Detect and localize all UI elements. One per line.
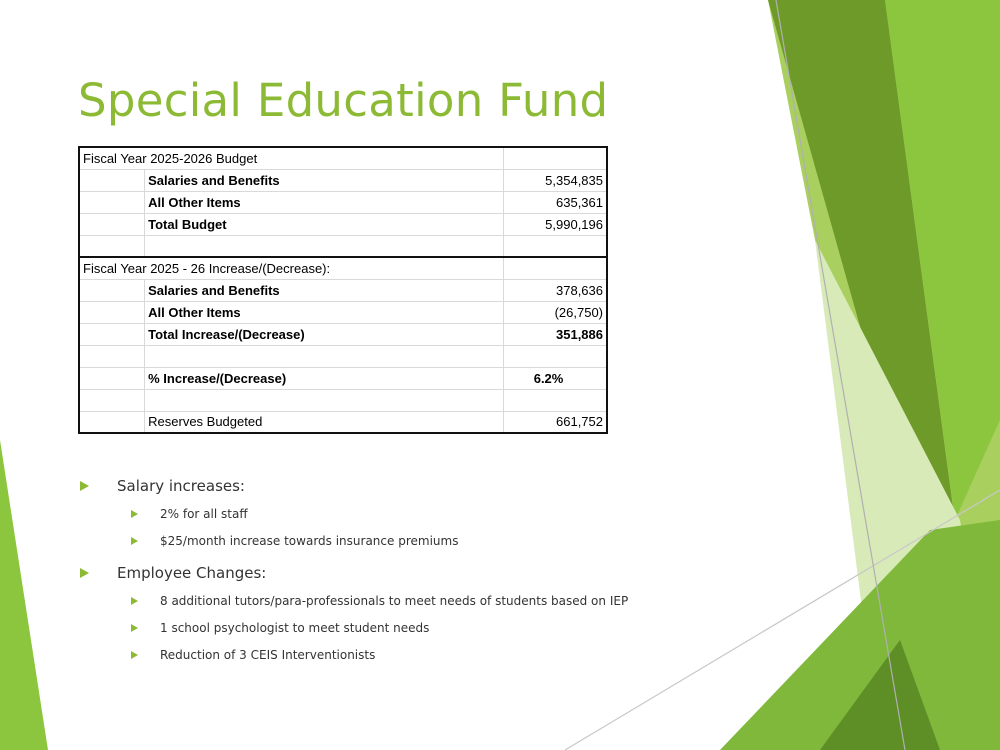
triangle-bullet-icon [131,537,138,545]
triangle-bullet-icon [131,597,138,605]
employee-item-1: 8 additional tutors/para-professionals to meet needs of students based on IEP [160,594,629,608]
table-row [79,389,607,411]
list-item [80,476,628,496]
list-item [131,645,628,665]
employee-item-3: Reduction of 3 CEIS Interventionists [160,648,376,662]
table-row [79,191,607,213]
s1-other-value: 635,361 [503,191,607,213]
section1-header: Fiscal Year 2025-2026 Budget [79,147,503,169]
pct-value: 6.2% [503,367,607,389]
list-item [131,591,628,611]
reserves-label: Reserves Budgeted [145,411,504,433]
salary-item-2: $25/month increase towards insurance premiums [160,534,459,548]
table-row [79,257,607,279]
s2-other-label: All Other Items [145,301,504,323]
table-row [79,213,607,235]
table-row [79,345,607,367]
s1-salaries-label: Salaries and Benefits [145,169,504,191]
triangle-bullet-icon [80,568,89,578]
table-row [79,301,607,323]
s1-total-label: Total Budget [145,213,504,235]
budget-table [78,146,608,434]
left-green-band [0,440,48,750]
s1-other-label: All Other Items [145,191,504,213]
s1-total-value: 5,990,196 [503,213,607,235]
employee-heading: Employee Changes: [117,564,267,582]
list-item [131,531,628,551]
salary-heading: Salary increases: [117,477,245,495]
reserves-value: 661,752 [503,411,607,433]
list-item [80,563,628,583]
s2-salaries-label: Salaries and Benefits [145,279,504,301]
bullet-list [80,476,628,672]
list-item [131,618,628,638]
table-row [79,235,607,257]
s1-salaries-value: 5,354,835 [503,169,607,191]
triangle-bullet-icon [131,510,138,518]
list-item [131,504,628,524]
page-title: Special Education Fund [78,74,609,127]
triangle-bullet-icon [80,481,89,491]
table-row [79,147,607,169]
s2-salaries-value: 378,636 [503,279,607,301]
section2-header: Fiscal Year 2025 - 26 Increase/(Decrease): [79,257,503,279]
table-row [79,323,607,345]
pct-label: % Increase/(Decrease) [145,367,504,389]
triangle-bullet-icon [131,651,138,659]
table-row [79,411,607,433]
employee-item-2: 1 school psychologist to meet student needs [160,621,430,635]
table-row [79,367,607,389]
table-row [79,169,607,191]
s2-total-label: Total Increase/(Decrease) [145,323,504,345]
table-row [79,279,607,301]
salary-item-1: 2% for all staff [160,507,248,521]
s2-total-value: 351,886 [503,323,607,345]
s2-other-value: (26,750) [503,301,607,323]
triangle-bullet-icon [131,624,138,632]
